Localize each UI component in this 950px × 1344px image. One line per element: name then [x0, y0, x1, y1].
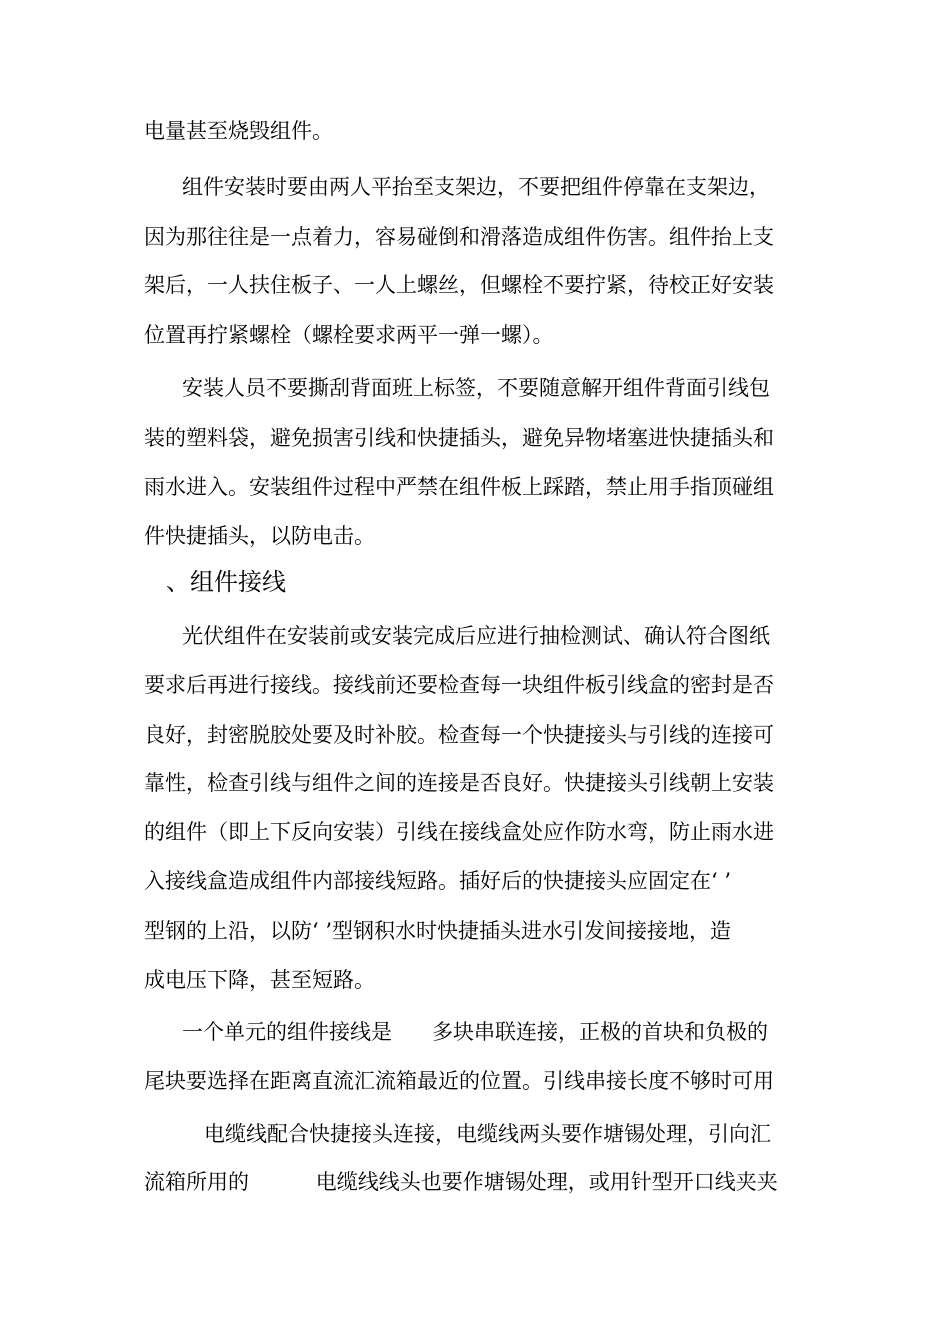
text-line-10: 光伏组件在安装前或安装完成后应进行抽检测试、确认符合图纸: [182, 624, 770, 648]
text-line-6: 安装人员不要撕刮背面班上标签，不要随意解开组件背面引线包: [182, 376, 770, 400]
text-line-12: 良好，封密脱胶处要及时补胶。检查每一个快捷接头与引线的连接可: [144, 723, 774, 747]
text-line-8: 雨水进入。安装组件过程中严禁在组件板上踩踏，禁止用手指顶碰组: [144, 475, 774, 499]
text-line-20: 电缆线配合快捷接头连接，电缆线两头要作塘锡处理，引向汇: [204, 1122, 771, 1146]
text-line-7: 装的塑料袋，避免损害引线和快捷插头，避免异物堵塞进快捷插头和: [144, 426, 774, 450]
text-line-2: 组件安装时要由两人平抬至支架边，不要把组件停靠在支架边，: [182, 175, 770, 199]
text-line-11: 要求后再进行接线。接线前还要检查每一块组件板引线盒的密封是否: [144, 673, 774, 697]
text-line-3: 因为那往往是一点着力，容易碰倒和滑落造成组件伤害。组件抬上支: [144, 225, 774, 249]
text-line-4: 架后，一人扶住板子、一人上螺丝，但螺栓不要拧紧，待校正好安装: [144, 273, 774, 297]
text-line-5: 位置再拧紧螺栓（螺栓要求两平一弹一螺）。: [144, 323, 554, 347]
text-line-14: 的组件（即上下反向安装）引线在接线盒处应作防水弯，防止雨水进: [144, 820, 774, 844]
text-line-9: 件快捷插头，以防电击。: [144, 524, 375, 548]
text-line-18: 一个单元的组件接线是 多块串联连接，正极的首块和负极的: [182, 1020, 769, 1044]
text-line-21: 流箱所用的 电缆线线头也要作塘锡处理，或用针型开口线夹夹: [144, 1170, 778, 1194]
text-line-13: 靠性，检查引线与组件之间的连接是否良好。快捷接头引线朝上安装: [144, 771, 774, 795]
text-line-17: 成电压下降，甚至短路。: [144, 968, 375, 992]
text-line-15: 入接线盒造成组件内部接线短路。插好后的快捷接头应固定在‘ ’: [144, 869, 732, 893]
section-heading: 、组件接线: [166, 568, 286, 596]
text-line-19: 尾块要选择在距离直流汇流箱最近的位置。引线串接长度不够时可用: [144, 1069, 774, 1093]
text-line-1: 电量甚至烧毁组件。: [144, 119, 333, 143]
text-line-16: 型钢的上沿，以防‘ ’型钢积水时快捷插头进水引发间接接地，造: [144, 919, 732, 943]
